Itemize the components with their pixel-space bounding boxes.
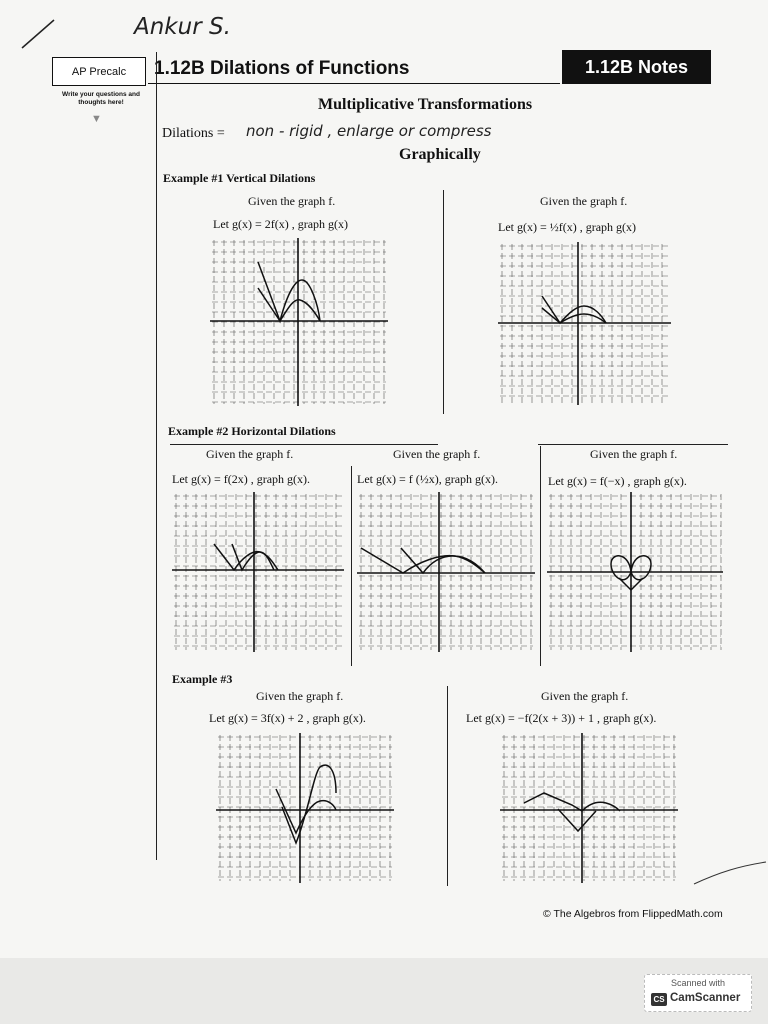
dilations-label: Dilations = bbox=[162, 126, 225, 141]
section-heading: Multiplicative Transformations bbox=[318, 96, 533, 113]
graph-ex2-b bbox=[357, 492, 535, 652]
example2-c-instruction: Let g(x) = f(−x) , graph g(x). bbox=[548, 474, 687, 488]
example3-left-instruction: Let g(x) = 3f(x) + 2 , graph g(x). bbox=[209, 711, 366, 725]
example3-right-instruction: Let g(x) = −f(2(x + 3)) + 1 , graph g(x). bbox=[466, 711, 657, 725]
example2-b-given: Given the graph f. bbox=[393, 447, 481, 461]
example1-title: Example #1 Vertical Dilations bbox=[163, 171, 316, 185]
example2-rule-left bbox=[170, 444, 438, 445]
down-arrow-icon: ▼ bbox=[91, 113, 102, 125]
example2-rule-right bbox=[538, 444, 728, 445]
course-label: AP Precalc bbox=[52, 57, 146, 86]
example2-divider-1 bbox=[351, 466, 352, 666]
example2-title: Example #2 Horizontal Dilations bbox=[168, 424, 336, 438]
example2-a-given: Given the graph f. bbox=[206, 447, 294, 461]
example2-c-given: Given the graph f. bbox=[590, 447, 678, 461]
graph-ex3-left bbox=[216, 733, 394, 883]
graph-ex1-left bbox=[210, 238, 388, 406]
graph-ex2-c bbox=[547, 492, 723, 652]
graph-ex2-a bbox=[172, 492, 344, 652]
page-title: 1.12B Dilations of Functions bbox=[154, 58, 410, 79]
example3-right-given: Given the graph f. bbox=[541, 689, 629, 703]
camscanner-caption: Scanned with bbox=[670, 978, 726, 988]
student-name: Ankur S. bbox=[134, 14, 231, 40]
example1-left-instruction: Let g(x) = 2f(x) , graph g(x) bbox=[213, 217, 349, 231]
example3-left-given: Given the graph f. bbox=[256, 689, 344, 703]
pen-stroke bbox=[18, 14, 58, 54]
example2-a-instruction: Let g(x) = f(2x) , graph g(x). bbox=[172, 472, 311, 486]
example1-left-given: Given the graph f. bbox=[248, 194, 336, 208]
graph-ex1-right bbox=[498, 242, 671, 405]
section-subheading: Graphically bbox=[399, 146, 481, 163]
pen-stroke-margin bbox=[690, 858, 768, 888]
example2-divider-2 bbox=[540, 446, 541, 666]
header-rule bbox=[148, 83, 560, 84]
example3-title: Example #3 bbox=[172, 672, 233, 686]
dilations-handwritten-note: non - rigid , enlarge or compress bbox=[246, 122, 492, 140]
example1-right-instruction: Let g(x) = ½f(x) , graph g(x) bbox=[498, 220, 637, 234]
example3-divider bbox=[447, 686, 448, 886]
margin-line bbox=[156, 52, 157, 860]
graph-ex3-right bbox=[500, 733, 678, 883]
camscanner-logo-icon: CS bbox=[651, 993, 667, 1006]
example1-divider bbox=[443, 190, 444, 414]
notes-badge: 1.12B Notes bbox=[562, 50, 711, 84]
camscanner-name: CamScanner bbox=[670, 992, 741, 1004]
example2-b-instruction: Let g(x) = f (½x), graph g(x). bbox=[357, 472, 499, 486]
example1-right-given: Given the graph f. bbox=[540, 194, 628, 208]
margin-note: Write your questions and thoughts here! bbox=[62, 91, 140, 106]
footer-credit: © The Algebros from FlippedMath.com bbox=[543, 908, 723, 920]
camscanner-badge bbox=[644, 974, 752, 1012]
